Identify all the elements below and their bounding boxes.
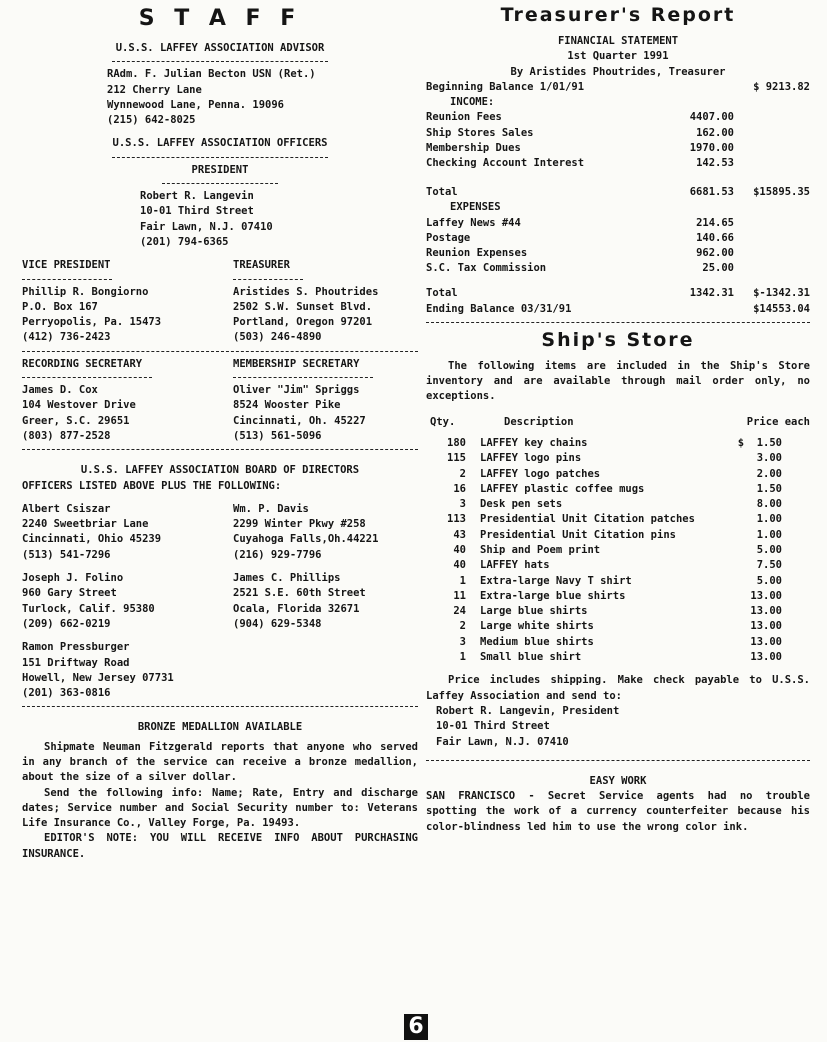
board-row	[22, 640, 418, 701]
row-label: Laffey News #44	[426, 216, 521, 229]
expenses-label-row	[426, 200, 810, 215]
store-item-row	[426, 574, 810, 589]
send-to-line: Robert R. Langevin, President	[436, 704, 620, 717]
store-item-row	[426, 512, 810, 527]
row-value: $15895.35	[753, 186, 810, 199]
president-line: (201) 794-6365	[140, 235, 229, 248]
store-item-row	[426, 650, 810, 665]
board-line: Cincinnati, Ohio 45239	[22, 533, 162, 546]
row-value: $ 9213.82	[753, 80, 810, 93]
row-label: Total	[426, 287, 458, 300]
item-description: LAFFEY logo pins	[480, 452, 582, 465]
advisor-line: Wynnewood Lane, Penna. 19096	[107, 98, 285, 111]
item-price: 13.00	[750, 589, 782, 602]
row-label: Reunion Fees	[426, 111, 502, 124]
item-description: Presidential Unit Citation pins	[480, 528, 676, 541]
row-label: Ending Balance 03/31/91	[426, 302, 572, 315]
item-qty: 3	[459, 498, 466, 511]
row-spacer	[734, 126, 810, 141]
divider	[233, 279, 303, 280]
row-label: Checking Account Interest	[426, 156, 585, 169]
item-description: Desk pen sets	[480, 498, 563, 511]
right-column	[426, 0, 810, 835]
income-row	[426, 156, 810, 171]
easy-work-text: SAN FRANCISCO - Secret Service agents had no trouble spotting the work of a currency counterfeiter because his color-blindness led him to use the wrong color ink.	[426, 790, 810, 833]
row-amount: 162.00	[696, 126, 734, 139]
row-label: Total	[426, 186, 458, 199]
income-row	[426, 110, 810, 125]
divider	[426, 322, 810, 323]
item-price: 5.00	[756, 574, 782, 587]
item-qty: 2	[459, 620, 466, 633]
board-line: (209) 662-0219	[22, 617, 111, 630]
item-price: 13.00	[750, 651, 782, 664]
rec-sec-line: James D. Cox	[22, 384, 98, 397]
row-amount: 4407.00	[689, 111, 734, 124]
send-to-block	[426, 704, 810, 750]
store-item-row	[426, 528, 810, 543]
page-number: 6	[404, 1014, 428, 1040]
row-amount: 1342.31	[689, 287, 734, 300]
rec-sec-line: (803) 877-2528	[22, 429, 111, 442]
divider	[22, 279, 112, 280]
vp-line: Phillip R. Bongiorno	[22, 285, 149, 298]
advisor-line: RAdm. F. Julian Becton USN (Ret.)	[107, 68, 316, 81]
item-qty: 115	[447, 452, 466, 465]
board-line: (201) 363-0816	[22, 687, 111, 700]
item-description: LAFFEY plastic coffee mugs	[480, 482, 645, 495]
income-row	[426, 126, 810, 141]
expense-list	[426, 216, 810, 277]
store-item-row	[426, 635, 810, 650]
item-price: 8.00	[756, 498, 782, 511]
store-header-row	[426, 415, 810, 430]
col-qty-header: Qty.	[430, 415, 456, 428]
row-spacer	[734, 246, 810, 261]
item-description: Extra-large Navy T shirt	[480, 574, 632, 587]
vp-line: (412) 736-2423	[22, 331, 111, 344]
item-qty: 2	[459, 467, 466, 480]
item-qty: 3	[459, 635, 466, 648]
divider	[112, 157, 328, 158]
treasurer-report-banner: Treasurer's Report	[500, 4, 736, 26]
row-label: Reunion Expenses	[426, 246, 528, 259]
item-price: 3.00	[756, 452, 782, 465]
officers-heading: U.S.S. LAFFEY ASSOCIATION OFFICERS	[112, 137, 328, 150]
rec-sec-line: 104 Westover Drive	[22, 399, 136, 412]
item-description: LAFFEY logo patches	[480, 467, 601, 480]
row-amount: 214.65	[696, 216, 734, 229]
board-line: Turlock, Calif. 95380	[22, 602, 155, 615]
medallion-editors-note: EDITOR'S NOTE: YOU WILL RECEIVE INFO ABOUT PURCHASING INSURANCE.	[22, 832, 418, 860]
row-label: S.C. Tax Commission	[426, 262, 547, 275]
divider	[162, 183, 278, 184]
president-line: Robert R. Langevin	[140, 190, 254, 203]
advisor-block	[22, 67, 418, 128]
president-label: PRESIDENT	[191, 163, 249, 176]
expenses-label: EXPENSES	[450, 201, 501, 214]
item-price: 13.00	[750, 620, 782, 633]
row-spacer	[734, 156, 810, 171]
easy-work-heading: EASY WORK	[589, 774, 647, 787]
store-item-row	[426, 436, 810, 451]
board-heading: U.S.S. LAFFEY ASSOCIATION BOARD OF DIRECTORS	[80, 464, 360, 477]
treasurer-label: TREASURER	[233, 259, 290, 272]
row-amount: 1970.00	[689, 141, 734, 154]
board-line: Ocala, Florida 32671	[233, 602, 360, 615]
board-line: James C. Phillips	[233, 572, 341, 585]
item-qty: 1	[459, 574, 466, 587]
row-value: $-1342.31	[753, 287, 810, 300]
expense-total-row	[426, 286, 810, 301]
store-order-note: Price includes shipping. Make check payable to U.S.S. Laffey Association and send to:	[426, 674, 810, 702]
board-row	[22, 502, 418, 563]
row-amount: 140.66	[696, 231, 734, 244]
store-item-row	[426, 604, 810, 619]
treasurer-line: (503) 246-4890	[233, 331, 322, 344]
expense-row	[426, 261, 810, 276]
income-label: INCOME:	[450, 96, 495, 109]
row-spacer	[734, 216, 810, 231]
row-amount: 25.00	[702, 262, 734, 275]
item-description: Small blue shirt	[480, 651, 582, 664]
medallion-paragraph: Shipmate Neuman Fitzgerald reports that anyone who served in any branch of the service can receive a bronze medallion, about the size of a silver dollar.	[22, 740, 418, 784]
vp-treasurer-row	[22, 258, 418, 345]
store-item-row	[426, 497, 810, 512]
rec-sec-line: Greer, S.C. 29651	[22, 414, 130, 427]
row-spacer	[734, 231, 810, 246]
item-price: 1.50	[756, 482, 782, 495]
statement-author: By Aristides Phoutrides, Treasurer	[510, 65, 726, 78]
store-item-row	[426, 543, 810, 558]
president-line: Fair Lawn, N.J. 07410	[140, 220, 273, 233]
board-line: Ramon Pressburger	[22, 641, 130, 654]
store-item-list	[426, 436, 810, 665]
advisor-line: (215) 642-8025	[107, 114, 196, 127]
president-line: 10-01 Third Street	[140, 205, 254, 218]
ending-balance-row	[426, 302, 810, 317]
secretaries-row	[22, 357, 418, 444]
item-qty: 113	[447, 513, 466, 526]
expense-row	[426, 246, 810, 261]
row-amount: 962.00	[696, 246, 734, 259]
mem-sec-line: Oliver "Jim" Spriggs	[233, 384, 360, 397]
item-qty: 180	[447, 436, 466, 449]
item-description: LAFFEY hats	[480, 559, 550, 572]
store-item-row	[426, 619, 810, 634]
treasurer-line: Portland, Oregon 97201	[233, 316, 373, 329]
item-price: 5.00	[756, 544, 782, 556]
vp-line: Perryopolis, Pa. 15473	[22, 316, 162, 329]
row-spacer	[734, 141, 810, 156]
row-spacer	[734, 110, 810, 125]
board-line: Albert Csiszar	[22, 502, 111, 515]
left-column	[22, 0, 418, 862]
item-qty: 43	[453, 528, 466, 541]
row-label: Ship Stores Sales	[426, 126, 534, 139]
row-label: Beginning Balance 1/01/91	[426, 80, 585, 93]
divider	[22, 351, 418, 352]
row-amount: 142.53	[696, 156, 734, 169]
store-item-row	[426, 482, 810, 497]
item-qty: 16	[453, 482, 466, 495]
board-line: 2299 Winter Pkwy #258	[233, 518, 366, 531]
vp-label: VICE PRESIDENT	[22, 259, 111, 272]
medallion-paragraph: Send the following info: Name; Rate, Entry and discharge dates; Service number and Social Security number to: Veterans Life Insurance Co., Valley Forge, Pa. 19493.	[22, 786, 418, 830]
item-description: Presidential Unit Citation patches	[480, 513, 695, 526]
advisor-heading: U.S.S. LAFFEY ASSOCIATION ADVISOR	[115, 42, 325, 54]
divider	[233, 377, 373, 378]
mem-sec-line: 8524 Wooster Pike	[233, 399, 341, 412]
statement-quarter: 1st Quarter 1991	[567, 50, 669, 63]
income-label-row	[426, 95, 810, 110]
col-desc-header: Description	[504, 415, 574, 428]
mem-sec-label: MEMBERSHIP SECRETARY	[233, 357, 360, 370]
row-label: Membership Dues	[426, 141, 521, 154]
rec-sec-label: RECORDING SECRETARY	[22, 357, 143, 370]
item-qty: 24	[453, 605, 466, 618]
ships-store-banner: Ship's Store	[541, 328, 695, 351]
divider	[426, 760, 810, 761]
item-price: 2.00	[756, 467, 782, 480]
board-row	[22, 571, 418, 632]
vp-line: P.O. Box 167	[22, 300, 98, 313]
board-line: (904) 629-5348	[233, 617, 322, 630]
item-price: $ 1.50	[737, 436, 782, 449]
divider	[22, 706, 418, 707]
mem-sec-line: Cincinnati, Oh. 45227	[233, 414, 366, 427]
statement-title: FINANCIAL STATEMENT	[557, 35, 679, 47]
income-row	[426, 141, 810, 156]
board-line: 151 Driftway Road	[22, 656, 130, 669]
divider	[22, 377, 152, 378]
row-spacer	[734, 261, 810, 276]
item-qty: 11	[453, 589, 466, 602]
item-description: Extra-large blue shirts	[480, 589, 626, 602]
expense-row	[426, 231, 810, 246]
row-value: $14553.04	[753, 302, 810, 315]
income-list	[426, 110, 810, 171]
store-item-row	[426, 589, 810, 604]
board-line: 2521 S.E. 60th Street	[233, 587, 366, 600]
item-price: 7.50	[756, 559, 782, 572]
item-price: 13.00	[750, 635, 782, 648]
row-label: Postage	[426, 231, 471, 244]
board-line: Joseph J. Folino	[22, 572, 124, 585]
staff-banner: S T A F F	[138, 6, 302, 31]
item-qty: 1	[459, 651, 466, 664]
row-amount: 6681.53	[689, 186, 734, 199]
col-price-header: Price each	[746, 415, 810, 428]
board-line: (513) 541-7296	[22, 548, 111, 561]
item-price: 13.00	[750, 605, 782, 618]
item-price: 1.00	[756, 528, 782, 541]
store-intro: The following items are included in the Ship's Store inventory and are available through mail order only, no exceptions.	[426, 359, 810, 403]
board-line: Howell, New Jersey 07731	[22, 671, 174, 684]
send-to-line: 10-01 Third Street	[436, 720, 550, 733]
item-description: LAFFEY key chains	[480, 436, 588, 449]
divider	[22, 449, 418, 450]
advisor-line: 212 Cherry Lane	[107, 83, 202, 96]
income-total-row	[426, 185, 810, 200]
treasurer-line: 2502 S.W. Sunset Blvd.	[233, 300, 373, 313]
board-line: (216) 929-7796	[233, 548, 322, 561]
medallion-heading: BRONZE MEDALLION AVAILABLE	[137, 721, 303, 734]
mem-sec-line: (513) 561-5096	[233, 429, 322, 442]
board-line: Cuyahoga Falls,Oh.44221	[233, 533, 379, 546]
divider	[112, 61, 328, 62]
item-description: Large white shirts	[480, 620, 594, 633]
item-description: Large blue shirts	[480, 605, 588, 618]
item-price: 1.00	[756, 513, 782, 526]
item-description: Ship and Poem print	[480, 544, 601, 556]
send-to-line: Fair Lawn, N.J. 07410	[436, 735, 569, 748]
item-description: Medium blue shirts	[480, 635, 594, 648]
store-item-row	[426, 451, 810, 466]
board-line: Wm. P. Davis	[233, 502, 309, 515]
president-block	[22, 189, 418, 250]
treasurer-line: Aristides S. Phoutrides	[233, 285, 379, 298]
store-item-row	[426, 467, 810, 482]
expense-row	[426, 216, 810, 231]
board-line: 960 Gary Street	[22, 587, 117, 600]
item-qty: 40	[453, 544, 466, 556]
store-item-row	[426, 558, 810, 573]
item-qty: 40	[453, 559, 466, 572]
board-subheading: OFFICERS LISTED ABOVE PLUS THE FOLLOWING:	[22, 479, 282, 492]
board-line: 2240 Sweetbriar Lane	[22, 518, 149, 531]
beginning-balance-row	[426, 80, 810, 95]
